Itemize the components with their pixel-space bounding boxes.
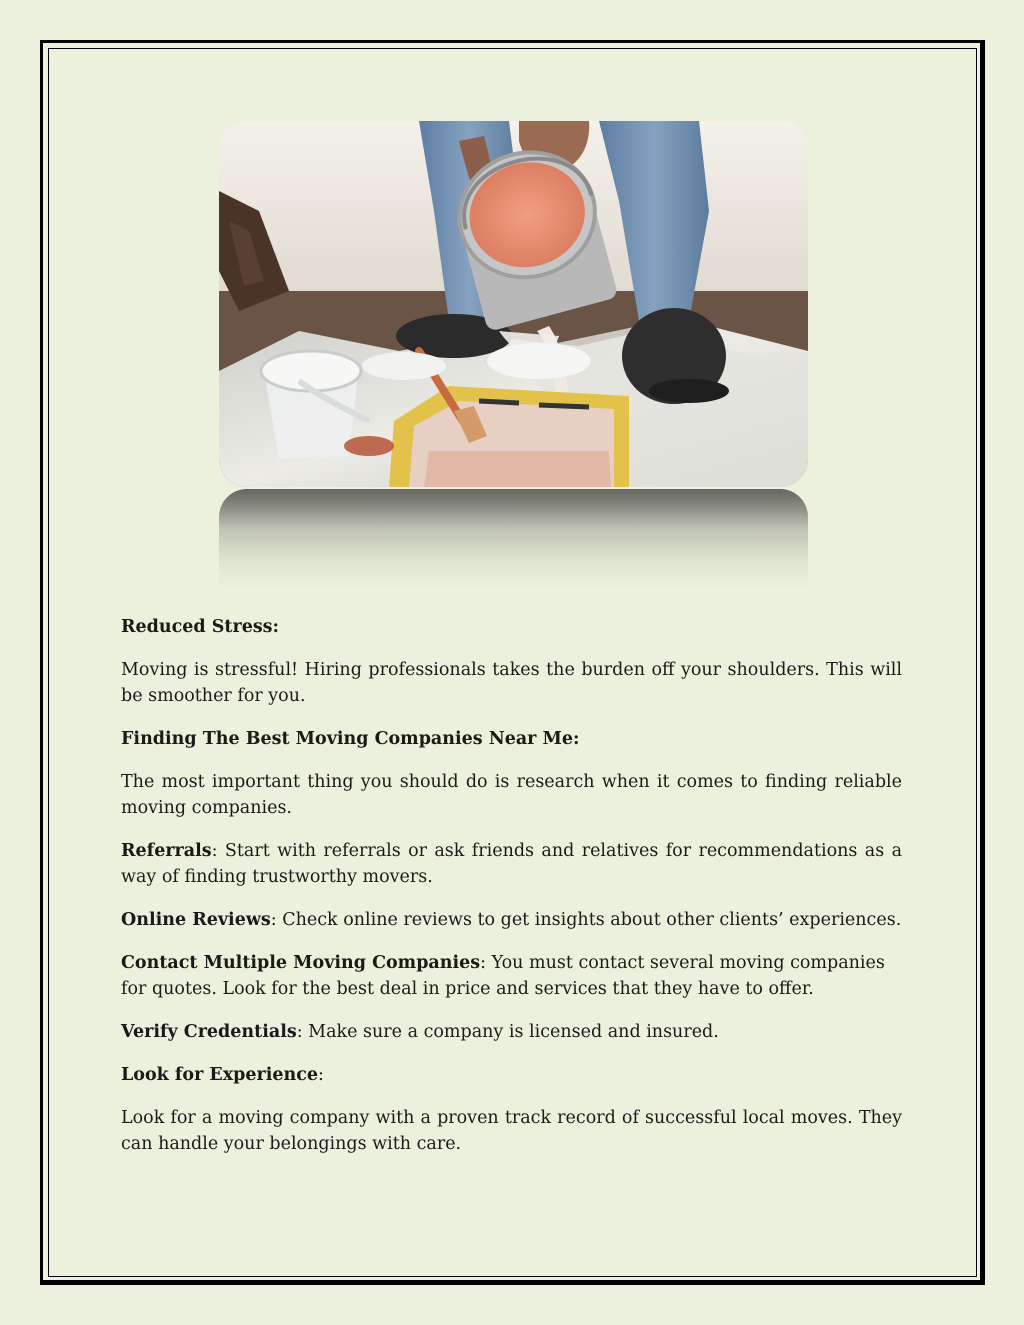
term-online-reviews: Online Reviews: [121, 910, 271, 930]
article-content: [121, 614, 902, 1174]
photo-reflection-sheen: [219, 489, 808, 529]
paragraph-finding-movers: The most important thing you should do is research when it comes to finding reliable moving companies.: [121, 772, 902, 818]
term-verify-credentials: Verify Credentials: [121, 1022, 297, 1042]
paragraph-experience-detail: Look for a moving company with a proven track record of successful local moves. They can handle your belongings with care.: [121, 1108, 902, 1154]
paragraph-reduced-stress: Moving is stressful! Hiring professionals takes the burden off your shoulders. This will be smoother for you.: [121, 660, 902, 706]
paragraph-referrals: [121, 838, 902, 890]
text-contact-multiple: : You must contact several moving companies for quotes. Look for the best deal in price and services that they have to offer.: [121, 953, 885, 999]
paragraph-online-reviews: [121, 907, 902, 933]
term-referrals: Referrals: [121, 841, 212, 861]
heading-finding-movers: Finding The Best Moving Companies Near Me:: [121, 729, 580, 749]
term-look-for-experience: Look for Experience: [121, 1065, 319, 1085]
paint-pour-icon: [219, 121, 808, 487]
text-online-reviews: : Check online reviews to get insights about other clients’ experiences.: [270, 910, 902, 930]
paragraph-look-for-experience: [121, 1062, 902, 1088]
paragraph-verify-credentials: [121, 1019, 902, 1045]
term-contact-multiple: Contact Multiple Moving Companies: [121, 953, 481, 973]
heading-reduced-stress: Reduced Stress:: [121, 617, 279, 637]
text-look-for-experience-colon: :: [318, 1065, 324, 1085]
paragraph-contact-multiple: [121, 950, 902, 1002]
photo-reflection: [219, 489, 808, 589]
text-verify-credentials: : Make sure a company is licensed and insured.: [296, 1022, 719, 1042]
text-referrals: : Start with referrals or ask friends and relatives for recommendations as a way of finding trustworthy movers.: [121, 841, 902, 887]
paint-pour-photo: [219, 121, 808, 487]
